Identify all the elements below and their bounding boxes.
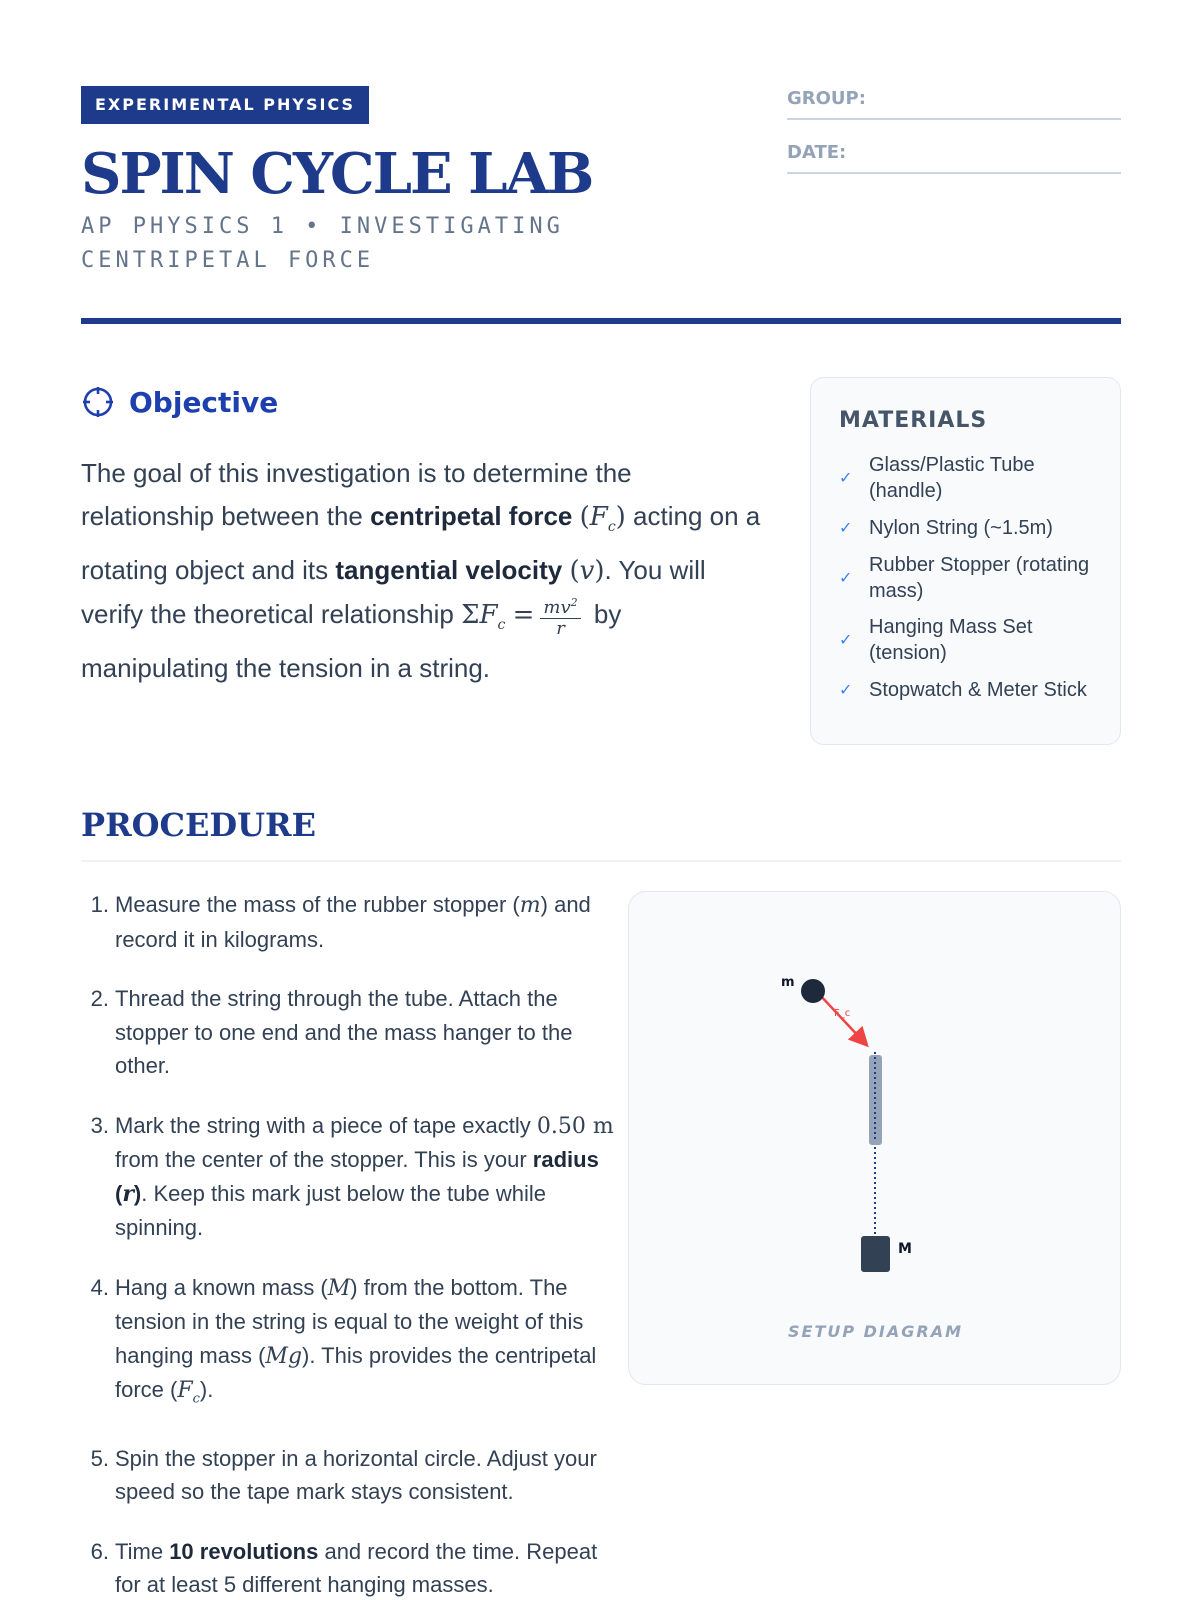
check-icon: ✓ [839, 520, 853, 537]
procedure-title: PROCEDURE [81, 806, 317, 844]
objective-heading [81, 382, 278, 422]
check-icon: ✓ [839, 470, 853, 487]
list-item: ✓ Nylon String (~1.5m) [839, 517, 1053, 539]
stopper-label: m [781, 975, 795, 990]
objective-title: Objective [129, 385, 279, 419]
target-icon [81, 385, 115, 419]
force-label: F_c [834, 1008, 851, 1019]
check-icon: ✓ [839, 570, 853, 587]
procedure-step: 5. Spin the stopper in a horizontal circle. Adjust your speed so the tape mark stays consistent. [90, 1445, 597, 1505]
rubber-stopper [801, 979, 825, 1003]
objective-text: The goal of this investigation is to determine the relationship between the centripetal force $(F_c)$ acting on a rotating object and its tangential velocity (v). You will verify the theoretical relationship $\Sigma F_c$ = $\frac{mv^2}{r}$ by manipulating the tension in a string. [81, 458, 761, 684]
procedure-steps [81, 888, 621, 1600]
procedure-step: 2. Thread the string through the tube. Attach the stopper to one end and the mass hanger to the other. [90, 986, 573, 1078]
formula-fraction: $\frac{mv^2}{r}$ [540, 593, 580, 639]
materials-card [810, 377, 1121, 745]
header-divider [81, 318, 1121, 324]
procedure-step: 3. Mark the string with a piece of tape exactly 0.50 m from the center of the stopper. This is your radius (r). Keep this mark just below the tube while spinning. [90, 1112, 614, 1240]
category-tag: EXPERIMENTAL PHYSICS [81, 86, 369, 124]
list-item: ✓ Stopwatch & Meter Stick [839, 679, 1087, 701]
setup-diagram [628, 891, 1121, 1385]
date-label: DATE: [787, 142, 847, 163]
hanging-mass [861, 1236, 890, 1272]
list-item: ✓ Hanging Mass Set (tension) [839, 616, 1033, 664]
materials-list [839, 452, 1099, 714]
page-subtitle: AP PHYSICS 1 • INVESTIGATING CENTRIPETAL FORCE [81, 214, 564, 273]
page-title: SPIN CYCLE LAB [81, 141, 593, 207]
diagram-drawing [629, 892, 1122, 1386]
list-item: ✓ Glass/Plastic Tube (handle) [839, 454, 1035, 502]
group-field[interactable] [787, 84, 1121, 120]
procedure-step: 4. Hang a known mass (M) from the bottom. The tension in the string is equal to the weight of this hanging mass (Mg). This provides the centripetal force $(F_c)$. [90, 1274, 597, 1407]
check-icon: ✓ [839, 632, 853, 649]
diagram-caption: SETUP DIAGRAM [787, 1322, 964, 1341]
procedure-step: 1. Measure the mass of the rubber stopper (m) and record it in kilograms. [90, 892, 591, 952]
procedure-step: 6. Time 10 revolutions and record the time. Repeat for at least 5 different hanging masses. [90, 1538, 598, 1598]
procedure-divider [81, 860, 1121, 862]
group-label: GROUP: [787, 88, 866, 109]
list-item: ✓ Rubber Stopper (rotating mass) [839, 554, 1090, 602]
hanging-mass-label: M [898, 1241, 912, 1257]
materials-title: MATERIALS [839, 408, 988, 433]
check-icon: ✓ [839, 682, 853, 699]
lab-page [81, 0, 1121, 1600]
date-field[interactable] [787, 138, 1121, 174]
